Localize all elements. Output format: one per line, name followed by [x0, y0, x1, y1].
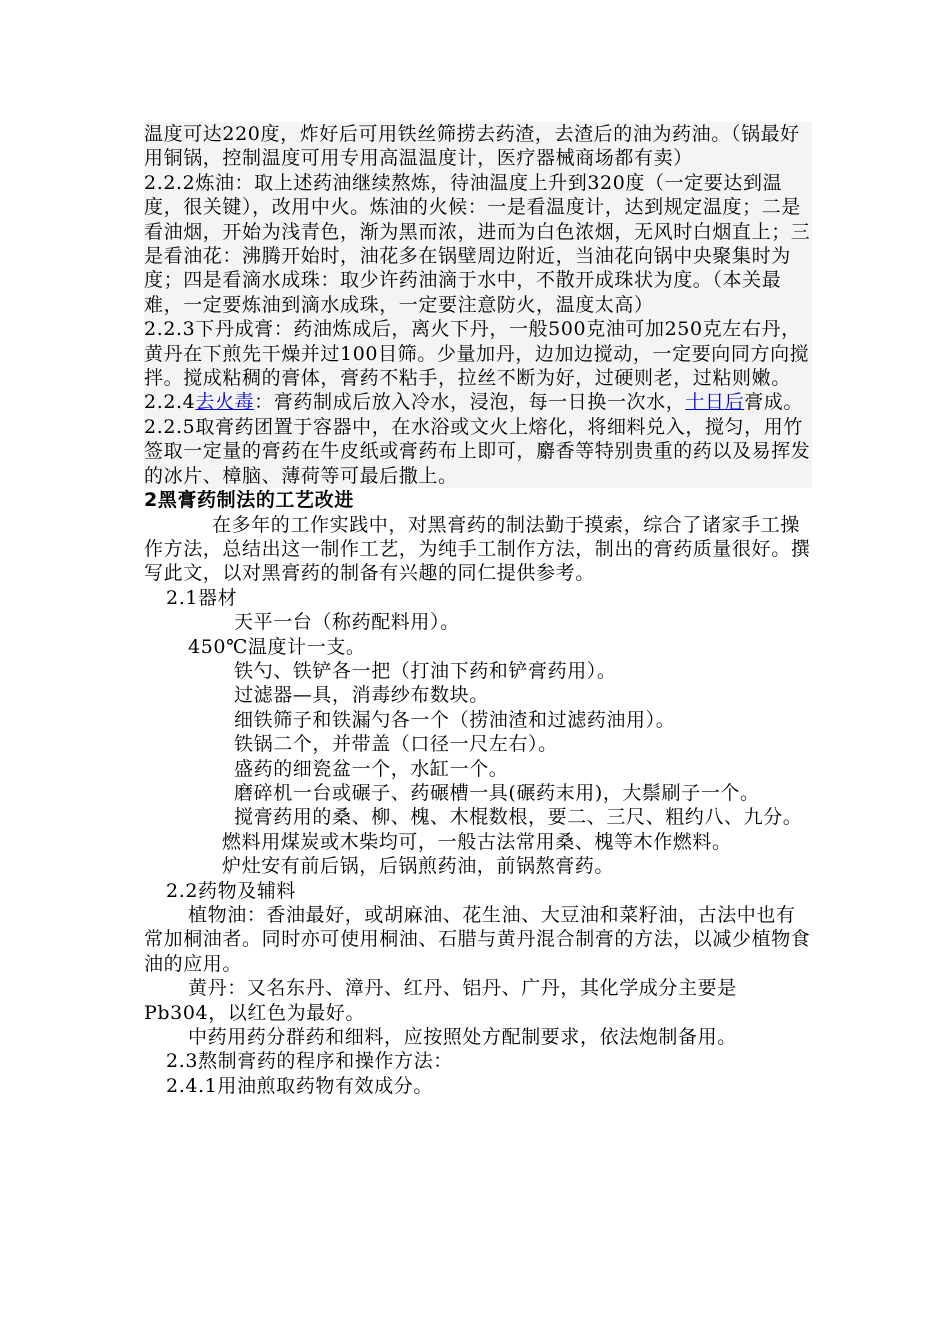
- section-heading: 2黑膏药制法的工艺改进: [144, 489, 354, 512]
- paragraph-remove-fire-toxin: [144, 390, 812, 414]
- equipment-scale: 天平一台（称药配料用）。: [234, 611, 460, 634]
- equipment-item: 过滤器—具，消毒纱布数块。: [234, 684, 489, 707]
- equipment-item: 细铁筛子和铁漏勺各一个（捞油渣和过滤药油用）。: [234, 708, 676, 731]
- document-body: [144, 122, 812, 1098]
- link-ten-days-later[interactable]: 十日后: [685, 391, 745, 414]
- intro-paragraph: 在多年的工作实践中，对黑膏药的制法勤于摸索，综合了诸家手工操作方法，总结出这一制作工艺，为纯手工制作方法，制出的膏药质量很好。撰写此文，以对黑膏药的制备有兴趣的同仁提供参考。: [144, 513, 811, 585]
- equipment-thermometer: 450℃温度计一支。: [188, 635, 366, 658]
- equipment-item: 铁勺、铁铲各一把（打油下药和铲膏药用）。: [234, 659, 617, 682]
- equipment-item: 搅膏药用的桑、柳、槐、木棍数根，要二、三尺、粗约八、九分。: [234, 806, 803, 829]
- paragraph-refining-oil: 2.2.2炼油：取上述药油继续熬炼，待油温度上升到320度（一定要达到温度，很关键），改用中火。炼油的火候：一是看温度计，达到规定温度；二是看油烟，开始为浅青色，渐为黑而浓，进而为白色浓烟，无风时白烟直上；三是看油花：沸腾开始时，油花多在锅壁周边附近，当油花向锅中央聚集时为度；四是看滴水成珠：取少许药油滴于水中，不散开成珠状为度。（本关最难，一定要炼油到滴水成珠，一定要注意防火，温度太高）: [144, 171, 811, 316]
- equipment-item: 盛药的细瓷盆一个，水缸一个。: [234, 757, 509, 780]
- materials-dan: 黄丹：又名东丹、漳丹、红丹、铝丹、广丹，其化学成分主要是Pb304，以红色为最好。: [144, 977, 737, 1024]
- step-text: ：膏药制成后放入冷水，浸泡，每一日换一次水，: [254, 391, 686, 414]
- procedure-title: 2.3熬制膏药的程序和操作方法：: [166, 1050, 453, 1073]
- equipment-item: 磨碎机一台或碾子、药碾槽一具(碾药末用)，大鬃刷子一个。: [234, 781, 760, 804]
- materials-title: 2.2药物及辅料: [166, 879, 297, 902]
- paragraph-spreading: 2.2.5取膏药团置于容器中，在水浴或文火上熔化，将细料兑入，搅匀，用竹签取一定量的膏药在牛皮纸或膏药布上即可，麝香等特别贵重的药以及易挥发的冰片、樟脑、薄荷等可最后撒上。: [144, 415, 811, 487]
- equipment-stove: 炉灶安有前后锅，后锅煎药油，前锅熬膏药。: [222, 855, 615, 878]
- step-text-end: 膏成。: [744, 391, 803, 414]
- link-remove-fire-toxin[interactable]: 去火毒: [195, 391, 255, 414]
- procedure-step-1: 2.4.1用油煎取药物有效成分。: [166, 1074, 433, 1097]
- section-2-2-block: [144, 122, 812, 488]
- materials-oil: 植物油：香油最好，或胡麻油、花生油、大豆油和菜籽油，古法中也有常加桐油者。同时亦可使用桐油、石腊与黄丹混合制膏的方法，以减少植物食油的应用。: [144, 904, 811, 975]
- equipment-title: 2.1器材: [166, 586, 238, 609]
- step-number: 2.2.4: [144, 391, 196, 414]
- paragraph-frying: 温度可达220度，炸好后可用铁丝筛捞去药渣，去渣后的油为药油。（锅最好用铜锅，控制温度可用专用高温温度计，医疗器械商场都有卖）: [144, 123, 800, 170]
- equipment-fuel: 燃料用煤炭或木柴均可，一般古法常用桑、槐等木作燃料。: [222, 830, 732, 853]
- paragraph-adding-dan: 2.2.3下丹成膏：药油炼成后，离火下丹，一般500克油可加250克左右丹，黄丹在下煎先干燥并过100目筛。少量加丹，边加边搅动，一定要向同方向搅拌。搅成粘稠的膏体，膏药不粘手，拉丝不断为好，过硬则老，过粘则嫩。: [144, 318, 810, 390]
- materials-herbs: 中药用药分群药和细料，应按照处方配制要求，依法炮制备用。: [188, 1026, 737, 1049]
- equipment-item: 铁锅二个，并带盖（口径一尺左右）。: [234, 733, 558, 756]
